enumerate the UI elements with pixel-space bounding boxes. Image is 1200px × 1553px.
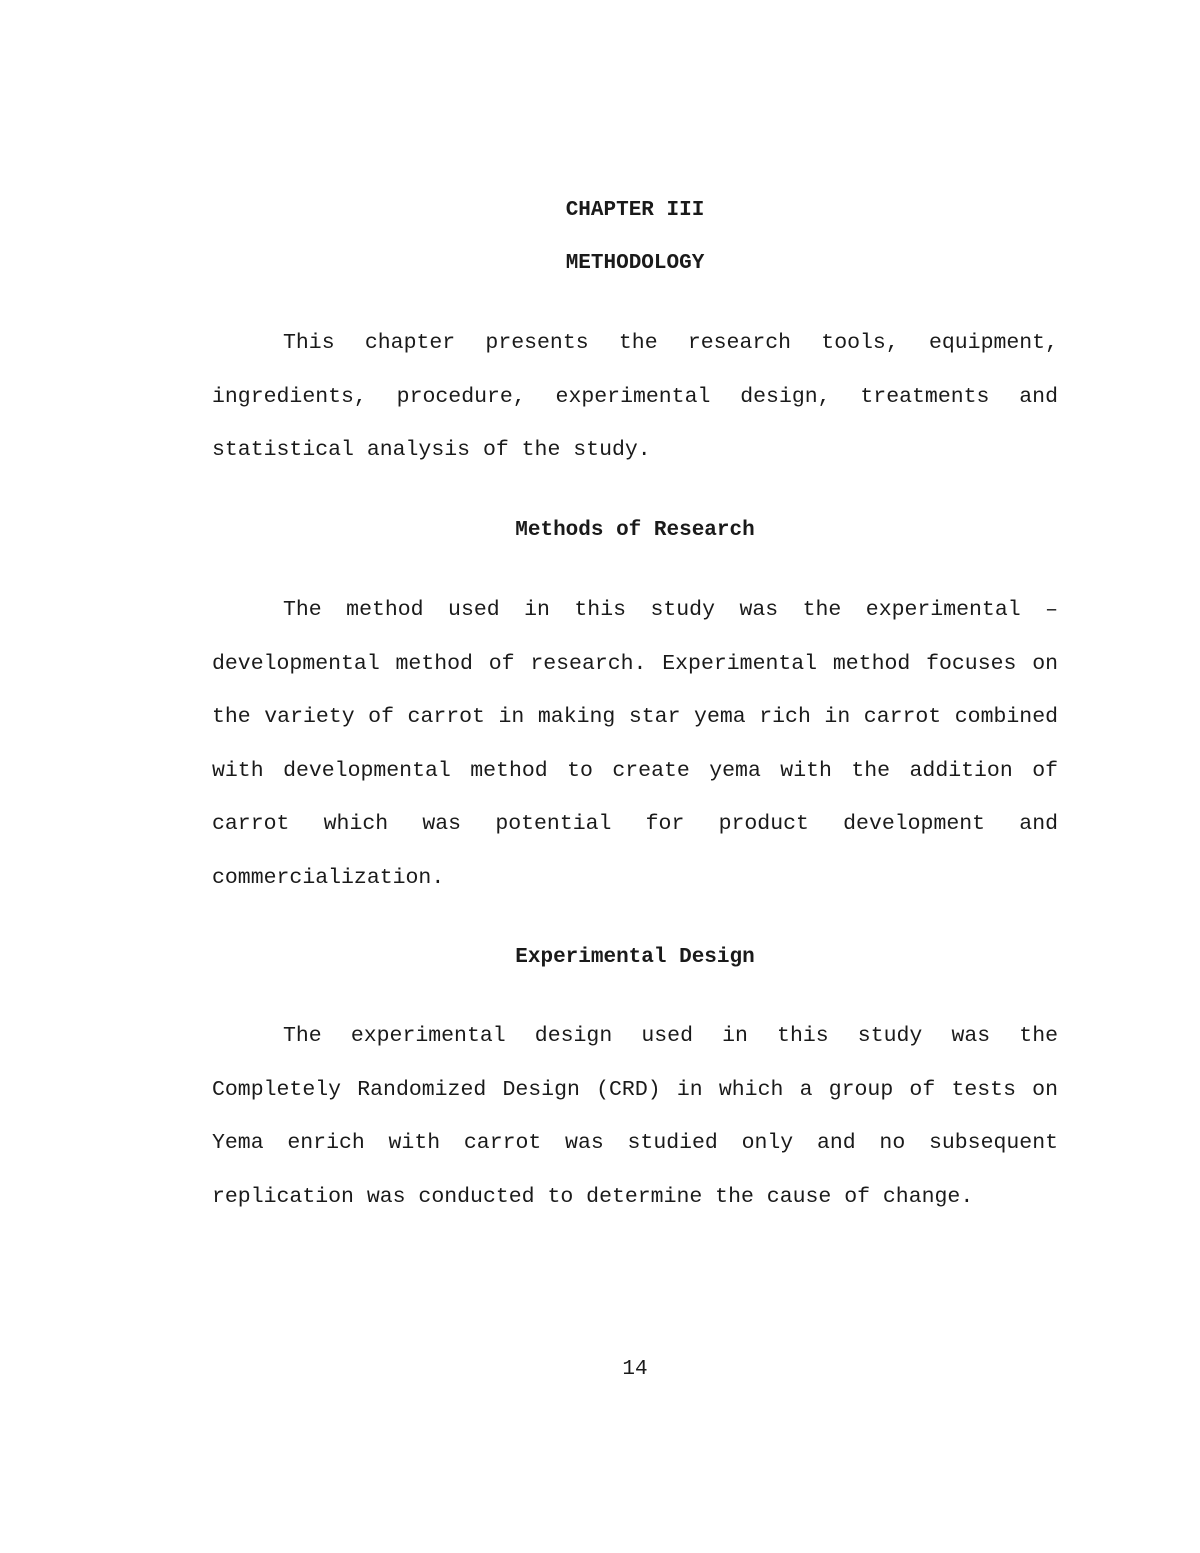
page-number: 14 [622, 1358, 648, 1381]
intro-paragraph: This chapter presents the research tools, equipment, ingredients, procedure, experimental design, treatments and statistical analysis of the study. [212, 331, 1058, 463]
chapter-title-heading: METHODOLOGY [565, 252, 705, 275]
section-heading-methods-of-research: Methods of Research [515, 519, 755, 542]
chapter-number-heading: CHAPTER III [565, 199, 705, 222]
section-heading-experimental-design: Experimental Design [515, 946, 755, 969]
methods-of-research-paragraph: The method used in this study was the experimental – developmental method of research. Experimental method focuses on the variety of carrot in making star yema rich in carrot combined with developmental method to create yema with the addition of carrot which was potential for product development and commercialization. [212, 598, 1058, 890]
experimental-design-paragraph: The experimental design used in this study was the Completely Randomized Design (CRD) in which a group of tests on Yema enrich with carrot was studied only and no subsequent replication was conducted to determine the cause of change. [212, 1024, 1058, 1209]
